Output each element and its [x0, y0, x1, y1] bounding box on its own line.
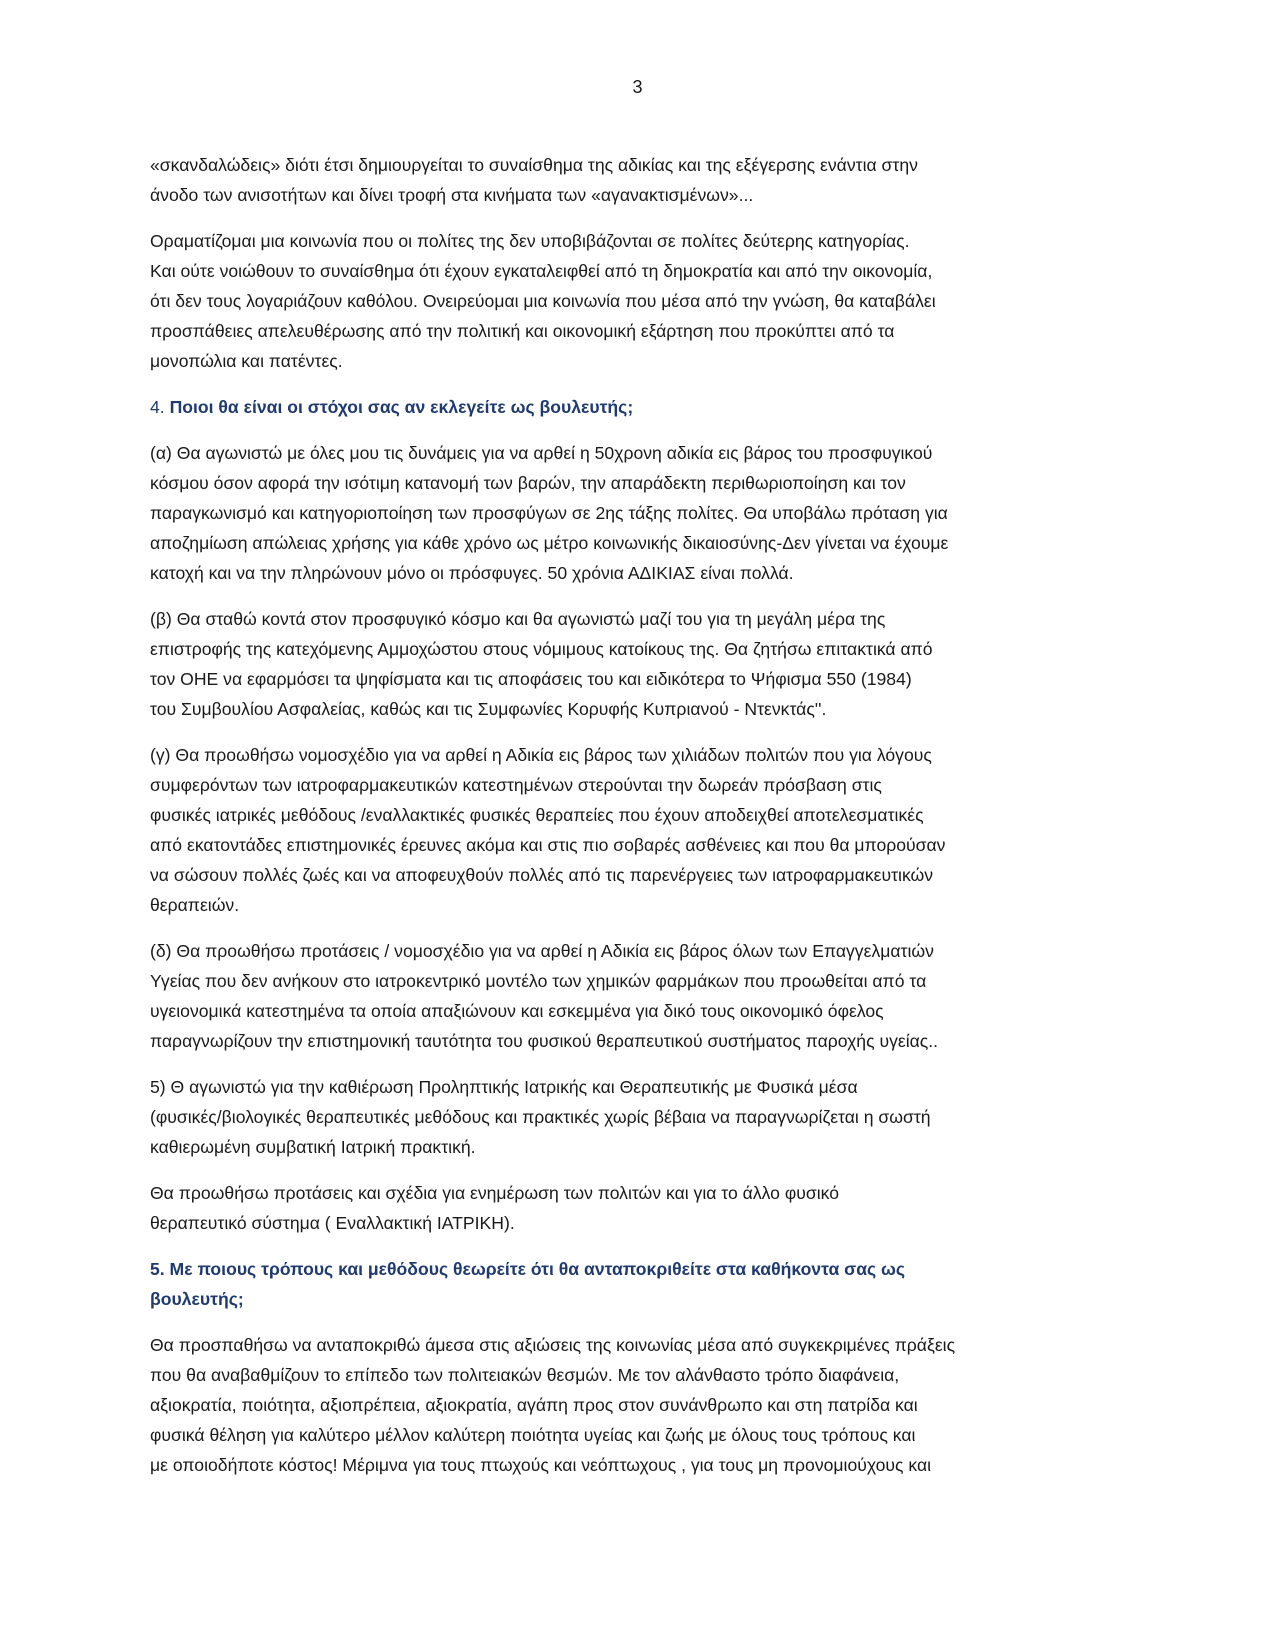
text-line: που θα αναβαθμίζουν το επίπεδο των πολιτειακών θεσμών. Με τον αλάνθαστο τρόπο διαφάνεια,: [150, 1365, 900, 1385]
page-number: 3: [632, 77, 643, 97]
section-heading-text: Ποιοι θα είναι οι στόχοι σας αν εκλεγείτε ως βουλευτής;: [169, 397, 634, 417]
text-line: τον ΟΗΕ να εφαρμόσει τα ψηφίσματα και τις αποφάσεις του και ειδικότερα το Ψήφισμα 550 (1984): [150, 669, 912, 689]
text-line: μονοπώλια και πατέντες.: [150, 351, 343, 371]
text-line: παραγνωρίζουν την επιστημονική ταυτότητα του φυσικού θεραπευτικού συστήματος παροχής υγείας..: [150, 1031, 939, 1051]
section-heading-4: [150, 392, 1115, 422]
section-heading-text: 5. Με ποιους τρόπους και μεθόδους θεωρείτε ότι θα ανταποκριθείτε στα καθήκοντα σας ως: [150, 1259, 906, 1279]
text-line: φυσικά θέληση για καλύτερο μέλλον καλύτερη ποιότητα υγείας και ζωής με όλους τους τρόπους και: [150, 1425, 916, 1445]
text-line: αποζημίωση απώλειας χρήσης για κάθε χρόνο ως μέτρο κοινωνικής δικαιοσύνης-Δεν γίνεται να έχουμε: [150, 533, 949, 553]
text-line: Θα προσπαθήσω να ανταποκριθώ άμεσα στις αξιώσεις της κοινωνίας μέσα από συγκεκριμένες πράξεις: [150, 1335, 956, 1355]
text-line: του Συμβουλίου Ασφαλείας, καθώς και τις Συμφωνίες Κορυφής Κυπριανού - Ντενκτάς''.: [150, 699, 827, 719]
goal-5: [150, 1072, 1115, 1162]
text-line: υγειονομικά κατεστημένα τα οποία απαξιώνουν και εσκεμμένα για δικό τους οικονομικό όφελος: [150, 1001, 884, 1021]
text-line: κόσμου όσον αφορά την ισότιμη κατανομή των βαρών, την απαράδεκτη περιθωριοποίηση και τον: [150, 473, 906, 493]
text-line: (γ) Θα προωθήσω νομοσχέδιο για να αρθεί η Αδικία εις βάρος των χιλιάδων πολιτών που για λόγους: [150, 745, 932, 765]
text-line: (φυσικές/βιολογικές θεραπευτικές μεθόδους και πρακτικές χωρίς βέβαια να παραγνωρίζεται η σωστή: [150, 1107, 931, 1127]
paragraph-vision: [150, 226, 1115, 376]
paragraph-closing: [150, 1330, 1115, 1480]
text-line: επιστροφής της κατεχόμενης Αμμοχώστου στους νόμιμους κατοίκους της. Θα ζητήσω επιτακτικά από: [150, 639, 933, 659]
text-line: Οραματίζομαι μια κοινωνία που οι πολίτες της δεν υποβιβάζονται σε πολίτες δεύτερης κατηγορίας.: [150, 231, 910, 251]
text-line: θεραπειών.: [150, 895, 240, 915]
text-line: κατοχή και να την πληρώνουν μόνο οι πρόσφυγες. 50 χρόνια ΑΔΙΚΙΑΣ είναι πολλά.: [150, 563, 794, 583]
text-line: αξιοκρατία, ποιότητα, αξιοπρέπεια, αξιοκρατία, αγάπη προς στον συνάνθρωπο και στη πατρίδα και: [150, 1395, 918, 1415]
text-line: θεραπευτικό σύστημα ( Εναλλακτική ΙΑΤΡΙΚΗ).: [150, 1213, 515, 1233]
text-line: από εκατοντάδες επιστημονικές έρευνες ακόμα και στις πιο σοβαρές ασθένειες και που θα μπορούσαν: [150, 835, 946, 855]
paragraph-intro: [150, 150, 1115, 210]
text-line: (β) Θα σταθώ κοντά στον προσφυγικό κόσμο και θα αγωνιστώ μαζί του για τη μεγάλη μέρα της: [150, 609, 886, 629]
document-body: [150, 150, 1115, 1496]
section-heading-text: βουλευτής;: [150, 1289, 244, 1309]
goal-a: [150, 438, 1115, 588]
section-heading-number: 4.: [150, 397, 170, 417]
goal-d: [150, 936, 1115, 1056]
text-line: συμφερόντων των ιατροφαρμακευτικών κατεστημένων στερούνται την δωρεάν πρόσβαση στις: [150, 775, 882, 795]
goal-promotion: [150, 1178, 1115, 1238]
goal-b: [150, 604, 1115, 724]
text-line: (α) Θα αγωνιστώ με όλες μου τις δυνάμεις για να αρθεί η 50χρονη αδικία εις βάρος του προσφυγικού: [150, 443, 933, 463]
text-line: φυσικές ιατρικές μεθόδους /εναλλακτικές φυσικές θεραπείες που έχουν αποδειχθεί αποτελεσματικές: [150, 805, 924, 825]
text-line: με οποιοδήποτε κόστος! Μέριμνα για τους πτωχούς και νεόπτωχους , για τους μη προνομιούχους και: [150, 1455, 932, 1475]
text-line: (δ) Θα προωθήσω προτάσεις / νομοσχέδιο για να αρθεί η Αδικία εις βάρος όλων των Επαγγελματιών: [150, 941, 934, 961]
text-line: Και ούτε νοιώθουν το συναίσθημα ότι έχουν εγκαταλειφθεί από τη δημοκρατία και από την οικονομία,: [150, 261, 933, 281]
text-line: Υγείας που δεν ανήκουν στο ιατροκεντρικό μοντέλο των χημικών φαρμάκων που προωθείται από τα: [150, 971, 927, 991]
text-line: παραγκωνισμό και κατηγοριοποίηση των προσφύγων σε 2ης τάξης πολίτες. Θα υποβάλω πρόταση για: [150, 503, 948, 523]
text-line: άνοδο των ανισοτήτων και δίνει τροφή στα κινήματα των «αγανακτισμένων»...: [150, 185, 754, 205]
text-line: 5) Θ αγωνιστώ για την καθιέρωση Προληπτικής Ιατρικής και Θεραπευτικής με Φυσικά μέσα: [150, 1077, 858, 1097]
goal-c: [150, 740, 1115, 920]
text-line: «σκανδαλώδεις» διότι έτσι δημιουργείται το συναίσθημα της αδικίας και της εξέγερσης ενάντια στην: [150, 155, 918, 175]
text-line: καθιερωμένη συμβατική Ιατρική πρακτική.: [150, 1137, 476, 1157]
text-line: Θα προωθήσω προτάσεις και σχέδια για ενημέρωση των πολιτών και για το άλλο φυσικό: [150, 1183, 840, 1203]
section-heading-5: [150, 1254, 1115, 1314]
text-line: προσπάθειες απελευθέρωσης από την πολιτική και οικονομική εξάρτηση που προκύπτει από τα: [150, 321, 895, 341]
text-line: ότι δεν τους λογαριάζουν καθόλου. Ονειρεύομαι μια κοινωνία που μέσα από την γνώση, θα καταβάλει: [150, 291, 936, 311]
text-line: να σώσουν πολλές ζωές και να αποφευχθούν πολλές από τις παρενέργειες των ιατροφαρμακευτικών: [150, 865, 934, 885]
